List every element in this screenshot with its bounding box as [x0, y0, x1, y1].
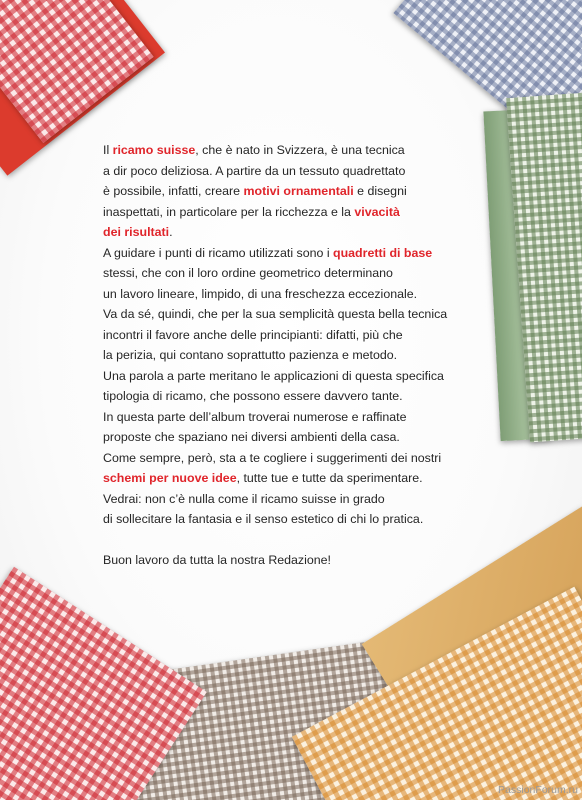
- text-segment: Vedrai: non c’è nulla come il ricamo suisse in grado: [103, 491, 385, 506]
- text-line: [103, 366, 475, 387]
- text-line: [103, 468, 475, 489]
- text-line: [103, 263, 475, 284]
- text-segment: Buon lavoro da tutta la nostra Redazione!: [103, 553, 331, 567]
- text-segment: inaspettati, in particolare per la ricchezza e la: [103, 204, 355, 219]
- text-line: [103, 202, 475, 223]
- text-segment: e disegni: [353, 184, 407, 198]
- intro-text: [103, 140, 475, 571]
- text-segment: , che è nato in Svizzera, è una tecnica: [195, 143, 405, 157]
- text-segment: Una parola a parte meritano le applicazioni di questa specifica: [103, 368, 444, 383]
- text-segment: a dir poco deliziosa. A partire da un tessuto quadrettato: [103, 163, 406, 178]
- highlight-phrase: vivacità: [354, 204, 400, 219]
- highlight-phrase: dei risultati: [103, 225, 170, 239]
- text-segment: In questa parte dell’album troverai numerose e raffinate: [103, 409, 407, 424]
- text-line: [103, 509, 475, 530]
- text-segment: , tutte tue e tutte da sperimentare.: [236, 471, 423, 485]
- highlight-phrase: motivi ornamentali: [243, 184, 354, 198]
- text-segment: incontri il favore anche delle principianti: difatti, più che: [103, 327, 403, 342]
- text-line: [103, 140, 475, 161]
- text-line: [103, 243, 475, 264]
- highlight-phrase: ricamo suisse: [112, 143, 196, 157]
- blank-line: [103, 530, 475, 551]
- highlight-phrase: quadretti di base: [333, 245, 433, 260]
- text-line: [103, 181, 475, 202]
- text-segment: la perizia, qui contano soprattutto pazienza e metodo.: [103, 348, 398, 362]
- text-line: [103, 304, 475, 325]
- text-line: [103, 407, 475, 428]
- text-segment: è possibile, infatti, creare: [103, 184, 244, 198]
- text-segment: proposte che spaziano nei diversi ambienti della casa.: [103, 430, 400, 444]
- watermark: PassionForum.ru: [498, 784, 578, 796]
- text-line: [103, 489, 475, 510]
- text-segment: .: [169, 225, 173, 239]
- text-line: [103, 427, 475, 448]
- text-segment: un lavoro lineare, limpido, di una freschezza eccezionale.: [103, 286, 418, 301]
- text-segment: A guidare i punti di ricamo utilizzati sono i: [103, 245, 334, 260]
- text-line: [103, 386, 475, 407]
- text-segment: Come sempre, però, sta a te cogliere i suggerimenti dei nostri: [103, 450, 442, 465]
- text-segment: Il: [103, 143, 113, 157]
- text-segment: Va da sé, quindi, che per la sua semplicità questa bella tecnica: [103, 307, 448, 321]
- text-line: [103, 345, 475, 366]
- text-line: [103, 284, 475, 305]
- text-line: [103, 448, 475, 469]
- text-line: [103, 161, 475, 182]
- text-line: [103, 550, 475, 571]
- text-line: [103, 325, 475, 346]
- text-segment: stessi, che con il loro ordine geometrico determinano: [103, 266, 393, 280]
- text-segment: tipologia di ricamo, che possono essere davvero tante.: [103, 389, 403, 403]
- highlight-phrase: schemi per nuove idee: [103, 471, 237, 485]
- text-line: [103, 222, 475, 243]
- text-segment: di sollecitare la fantasia e il senso estetico di chi lo pratica.: [103, 512, 424, 526]
